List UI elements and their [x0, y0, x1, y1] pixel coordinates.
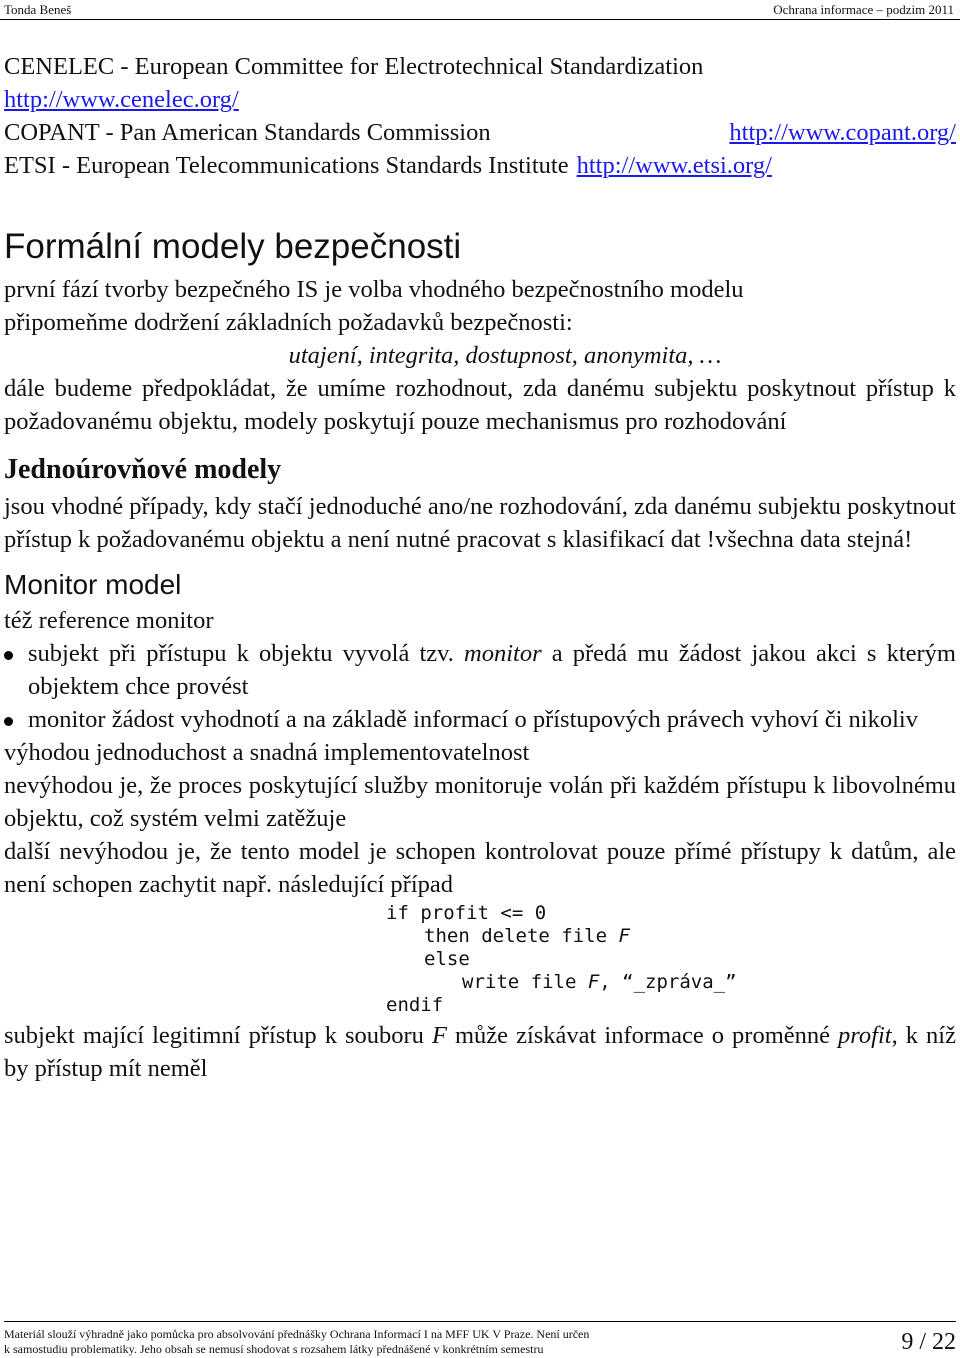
list-item: subjekt při přístupu k objektu vyvolá tzv. monitor a předá mu žádost jakou akci s kterým objektem chce provést	[4, 637, 956, 703]
header-course: Ochrana informace – podzim 2011	[773, 2, 954, 17]
header-author: Tonda Beneš	[4, 2, 72, 17]
page-number: 9 / 22	[901, 1329, 956, 1355]
cenelec-link[interactable]: http://www.cenelec.org/	[4, 86, 239, 113]
formal-line-2: připomeňme dodržení základních požadavků bezpečnosti:	[4, 309, 573, 336]
code-example	[386, 902, 956, 1017]
formal-line-1: první fází tvorby bezpečného IS je volba vhodného bezpečnostního modelu	[4, 276, 744, 303]
monitor-bullets	[4, 637, 956, 736]
formal-line-4: dále budeme předpokládat, že umíme rozhodnout, zda danému subjektu poskytnout přístup k požadovanému objektu, modely poskytují pouze mechanismus pro rozhodování	[4, 375, 956, 435]
code-line-endif: endif	[386, 994, 444, 1016]
etsi-line	[4, 149, 956, 182]
disadvantage-2: další nevýhodou je, že tento model je schopen kontrolovat pouze přímé přístupy k datům, ale není schopen zachytit např. následující případ	[4, 838, 956, 898]
page-footer	[4, 1327, 956, 1357]
copant-label: COPANT - Pan American Standards Commission	[4, 119, 491, 146]
code-line-else: else	[424, 948, 470, 970]
advantage-text: výhodou jednoduchost a snadná implementovatelnost	[4, 739, 530, 766]
code-line-then: then delete file F	[424, 925, 630, 947]
copant-line	[4, 116, 956, 149]
bullet-icon	[4, 717, 13, 726]
heading-single-level-models: Jednoúrovňové modely	[4, 454, 282, 485]
footer-disclaimer: Materiál slouží výhradně jako pomůcka pro absolvování přednášky Ochrana Informací I na MFF UK V Praze. Není určen k samostudiu problematiky. Jeho obsah se nemusí shodovat s rozsahem látky přednášené v konkrétním semestru	[4, 1327, 590, 1356]
etsi-link[interactable]: http://www.etsi.org/	[576, 152, 772, 179]
page-header	[0, 0, 960, 20]
page-content	[4, 50, 956, 1085]
header-rule	[0, 19, 960, 20]
single-level-text: jsou vhodné případy, kdy stačí jednoduché ano/ne rozhodování, zda danému subjektu poskytnout přístup k požadovanému objektu a není nutné pracovat s klasifikací dat !všechna data stejná!	[4, 493, 956, 553]
disadvantage-1: nevýhodou je, že proces poskytující služby monitoruje volán při každém přístupu k libovolnému objektu, což systém velmi zatěžuje	[4, 772, 956, 832]
code-line-write: write file F, “_zpráva_”	[462, 971, 737, 993]
security-requirements: utajení, integrita, dostupnost, anonymita, …	[288, 342, 722, 369]
heading-monitor-model: Monitor model	[4, 569, 182, 600]
list-item: monitor žádost vyhodnotí a na základě informací o přístupových právech vyhoví či nikoliv	[4, 703, 956, 736]
cenelec-line: CENELEC - European Committee for Electrotechnical Standardization	[4, 53, 704, 80]
copant-link[interactable]: http://www.copant.org/	[729, 119, 956, 146]
etsi-label: ETSI - European Telecommunications Standards Institute	[4, 152, 569, 179]
conclusion-text: subjekt mající legitimní přístup k souboru F může získávat informace o proměnné profit, k níž by přístup mít neměl	[4, 1022, 956, 1082]
footer-rule	[4, 1321, 956, 1322]
code-line-if: if profit <= 0	[386, 902, 547, 924]
heading-formal-models: Formální modely bezpečnosti	[4, 227, 462, 266]
monitor-intro: též reference monitor	[4, 607, 214, 634]
bullet-icon	[4, 651, 13, 660]
